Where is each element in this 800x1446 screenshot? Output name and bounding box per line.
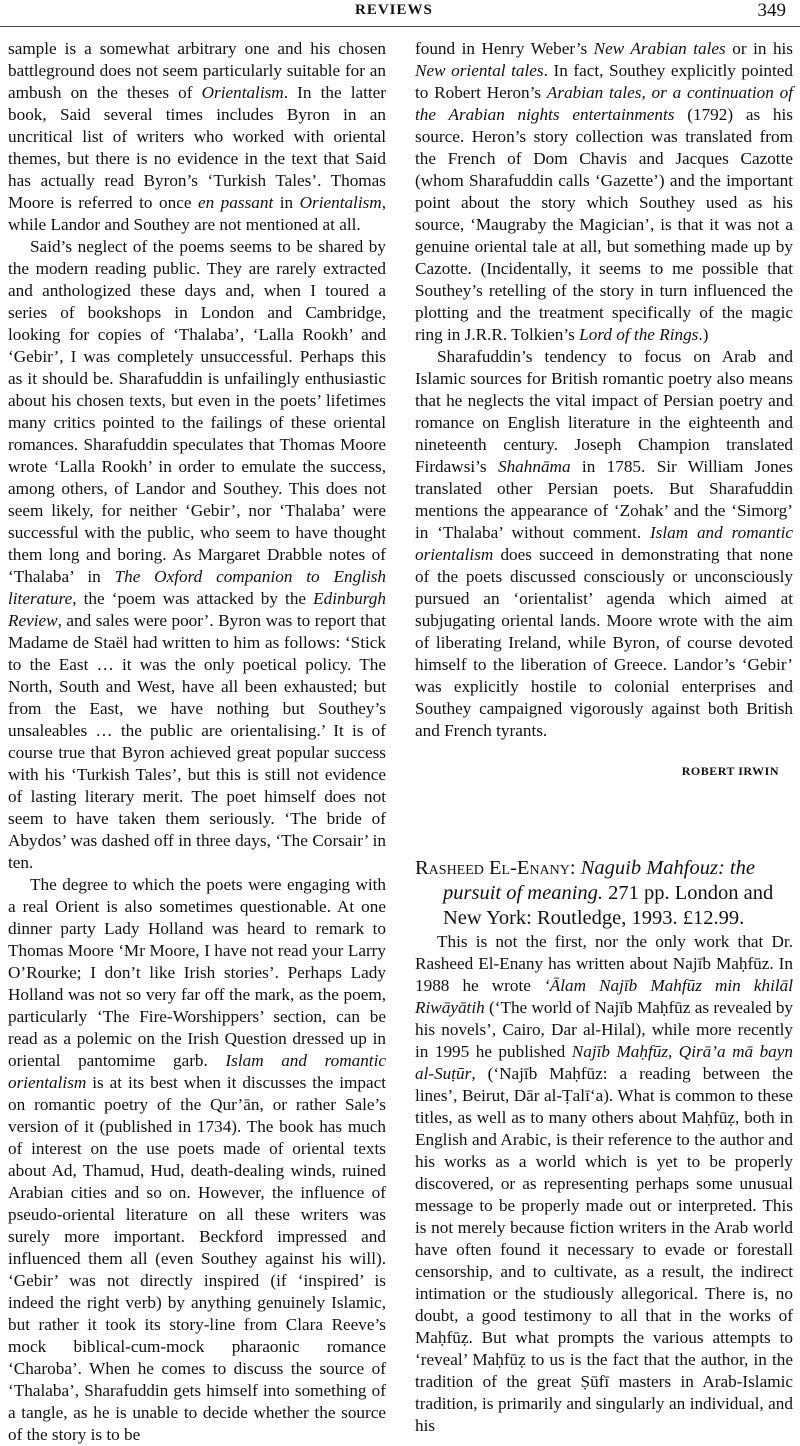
text-run: sample is a somewhat arbitrary one and his chosen battleground does not seem particularly suitable for an ambush on the theses of xyxy=(8,39,386,102)
text-run: . In the latter book, Said several times includes Byron in an uncritical list of writers who worked with oriental themes, but there is no evidence in the text that Said has actually read Byron’s ‘Turkish Tales’. Thomas Moore is referred to once xyxy=(8,83,387,212)
heading-separator: : xyxy=(569,857,581,879)
left-paragraph-3 xyxy=(8,874,386,1446)
text-run: or in his xyxy=(725,39,793,58)
page-number: 349 xyxy=(757,0,786,21)
italic-title: Lord of the Rings xyxy=(579,325,699,344)
italic-title: Islam and romantic orientalism xyxy=(415,523,793,564)
text-run: , (‘Najīb Maḥfūz: a reading between the lines’, Beirut, Dār al-Ṭalī‘a). What is common to these titles, as well as to many others about Maḥfūẓ, both in English and Arabic, is their reference to the author and his works as a world which is yet to be properly discovered, or as representing perhaps some unusual message to be properly made out or interpreted. This is not merely because fiction writers in the Arab world have often found it necessary to evade or forestall censorship, and to cultivate, as a result, the indirect intimation or the studiously allegorical. There is, no doubt, a good testimony to all that in the works of Maḥfūẓ. But what prompts the various attempts to ‘reveal’ Maḥfūẓ to us is the fact that the author, in the tradition of the great Ṣūfī masters in Arab-Islamic tradition, is primarily and singularly an individual, and his xyxy=(415,1064,793,1435)
italic-title: Orientalism xyxy=(299,193,382,212)
right-paragraph-2 xyxy=(415,346,793,742)
left-paragraph-2 xyxy=(8,236,386,874)
italic-phrase: en passant xyxy=(197,193,274,212)
left-paragraph-1 xyxy=(8,38,386,236)
text-run: found in Henry Weber’s xyxy=(415,39,594,58)
text-run: .) xyxy=(698,325,709,344)
italic-title: The Oxford companion to English literature xyxy=(8,567,386,608)
text-run: does succeed in demonstrating that none of the poets discussed consciously or unconsciously pursued an ‘orientalist’ agenda which aimed at subjugating oriental lands. Moore wrote with the aim of liberating Ireland, while Byron, of course devoted himself to the liberation of Greece. Landor’s ‘Gebir’ was explicitly hostile to colonial enterprises and Southey campaigned vigorously against both British and French tyrants. xyxy=(415,545,793,740)
italic-title: Najīb Maḥfūz, Qirā’a mā bayn al-Suṭūr xyxy=(415,1042,793,1083)
book-author: Rasheed El-Enany xyxy=(415,857,570,879)
right-paragraph-3 xyxy=(415,931,793,1437)
text-run: , and sales were poor’. Byron was to report that Madame de Staël had written to him as follows: ‘Stick to the East … it was the only poetical policy. The North, South and West, have all been exhausted; but from the East, we have nothing but Southey’s unsaleables … the public are orientalising.’ It is of course true that Byron achieved great popular success with his ‘Turkish Tales’, but this is still not evidence of lasting literary merit. The poet himself does not seem to have taken them seriously. ‘The bride of Abydos’ was dashed off in three days, ‘The Corsair’ in ten. xyxy=(8,611,386,872)
text-run: (1792) as his source. Heron’s story collection was translated from the French of Dom Chavis and Jacques Cazotte (whom Sharafuddin calls ‘Gazette’) and the important point about the story which Southey used as his source, ‘Maugraby the Magician’, is that it was not a genuine oriental tale at all, but something made up by Cazotte. (Incidentally, it seems to me possible that Southey’s retelling of the story in turn influenced the plotting and the treatment specifically of the magic ring in J.R.R. Tolkien’s xyxy=(415,105,793,344)
running-head: REVIEWS xyxy=(355,2,433,18)
italic-title: New Arabian tales xyxy=(593,39,726,58)
reviewer-signature: ROBERT IRWIN xyxy=(681,764,779,778)
italic-title: Islam and romantic orientalism xyxy=(8,1051,386,1092)
book-details: 271 pp. London and New York: Routledge, 1993. £12.99. xyxy=(443,882,774,929)
page-header xyxy=(0,0,800,26)
right-paragraph-1 xyxy=(415,38,793,346)
header-rule xyxy=(0,26,800,27)
text-run: (‘The world of Najīb Maḥfūz as revealed by his novels’, Cairo, Dar al-Hilal), while more recently in 1995 he published xyxy=(415,998,794,1061)
text-run: , while Landor and Southey are not mentioned at all. xyxy=(8,193,387,234)
italic-title: Edinburgh Review xyxy=(8,589,386,630)
italic-title: Arabian tales, or a continuation of the Arabian nights entertainments xyxy=(415,83,793,124)
text-run: in 1785. Sir William Jones translated other Persian poets. But Sharafuddin mentions the appearance of ‘Zohak’ and the ‘Simorg’ in ‘Thalaba’ without comment. xyxy=(415,457,793,542)
text-run: The degree to which the poets were engaging with a real Orient is also sometimes questionable. At one dinner party Lady Holland was heard to remark to Thomas Moore ‘Mr Moore, I have not read your Larry O’Rourke; I don’t like Irish stories’. Perhaps Lady Holland was not so very far off the mark, as the poem, particularly ‘The Fire-Worshippers’ section, can be read as a polemic on the Irish Question dressed up in oriental pantomime garb. xyxy=(8,875,386,1070)
right-column xyxy=(415,38,793,1437)
text-run: . In fact, Southey explicitly pointed to Robert Heron’s xyxy=(415,61,793,102)
text-run: Sharafuddin’s tendency to focus on Arab and Islamic sources for British romantic poetry also means that he neglects the vital impact of Persian poetry and romance on English literature in the eighteenth and nineteenth century. Joseph Champion translated Firdawsi’s xyxy=(415,347,793,476)
book-title: Naguib Mahfouz: the pursuit of meaning. xyxy=(443,857,755,904)
italic-title: Orientalism xyxy=(201,83,284,102)
text-run: in xyxy=(273,193,300,212)
book-heading xyxy=(415,856,793,931)
text-run: , the ‘poem was attacked by the xyxy=(72,589,314,608)
italic-title: Shahnāma xyxy=(497,457,571,476)
left-column xyxy=(8,38,386,1446)
text-run: This is not the first, nor the only work that Dr. Rasheed El-Enany has written about Najīb Maḥfūz. In 1988 he wrote xyxy=(415,932,793,995)
text-run: is at its best when it discusses the impact on romantic poetry of the Qur’ān, or rather Sale’s version of it (published in 1734). The book has much of interest on the use poets made of oriental texts about Ad, Thamud, Hud, death-dealing winds, ruined Arabian cities and so on. However, the influence of pseudo-oriental literature on all these writers was surely more important. Beckford impressed and influenced them all (even Southey against his will). ‘Gebir’ was not directly inspired (if ‘inspired’ is indeed the right verb) by anything genuinely Islamic, but rather it took its story-line from Clara Reeve’s mock biblical-cum-mock pharaonic romance ‘Charoba’. When he comes to discuss the source of ‘Thalaba’, Sharafuddin gets himself into something of a tangle, as he is unable to decide whether the source of the story is to be xyxy=(8,1073,386,1444)
text-run: Said’s neglect of the poems seems to be shared by the modern reading public. They are rarely extracted and anthologized these days and, when I toured a series of bookshops in London and Cambridge, looking for copies of ‘Thalaba’, ‘Lalla Rookh’ and ‘Gebir’, I was completely unsuccessful. Perhaps this as it should be. Sharafuddin is unfailingly enthusiastic about his chosen texts, but even in the poets’ lifetimes many critics pointed to the failings of these oriental romances. Sharafuddin speculates that Thomas Moore wrote ‘Lalla Rookh’ in order to emulate the success, among others, of Landor and Southey. This does not seem likely, for neither ‘Gebir’, nor ‘Thalaba’ were successful with the public, who seem to have thought them long and boring. As Margaret Drabble notes of ‘Thalaba’ in xyxy=(8,237,386,586)
italic-title: ‘Ālam Najīb Mahfūz min khilāl Riwāyātih xyxy=(415,976,793,1017)
italic-title: New oriental tales xyxy=(415,61,544,80)
